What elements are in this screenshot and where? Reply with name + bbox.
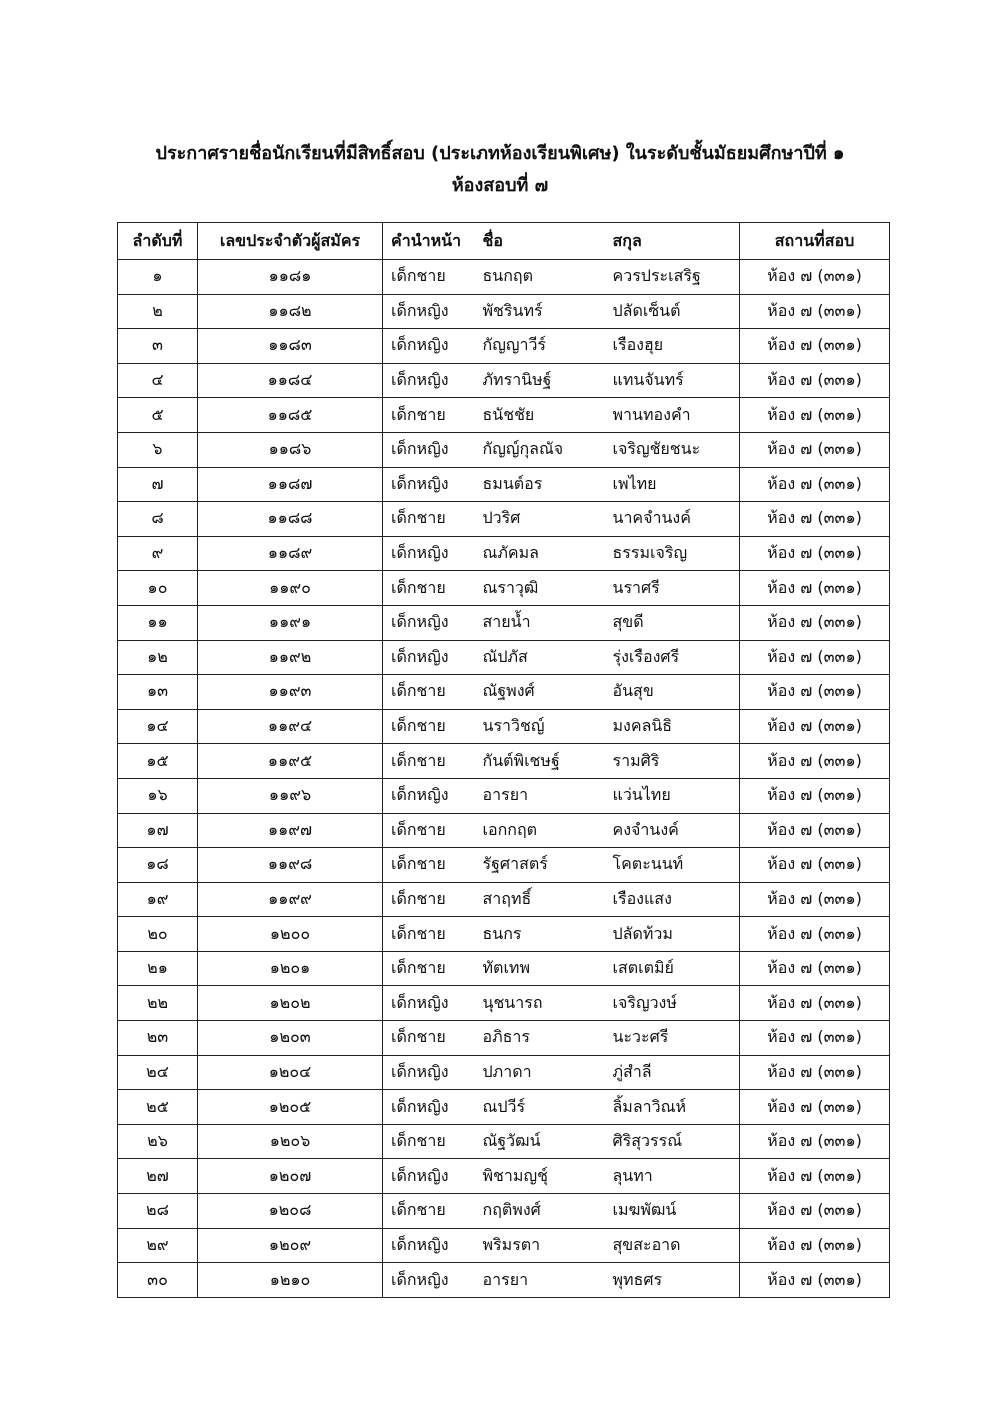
cell-applicant-id: ๑๒๐๙	[198, 1228, 383, 1263]
cell-last-name: เรืองฮุย	[605, 329, 740, 364]
cell-no: ๑๔	[118, 709, 198, 744]
page-title	[0, 138, 1000, 202]
table-row	[118, 1263, 890, 1298]
cell-last-name: เรืองแสง	[605, 882, 740, 917]
cell-prefix: เด็กหญิง	[383, 1263, 475, 1298]
table-row	[118, 432, 890, 467]
cell-exam-room: ห้อง ๗ (๓๓๑)	[740, 605, 890, 640]
cell-prefix: เด็กหญิง	[383, 1228, 475, 1263]
cell-exam-room: ห้อง ๗ (๓๓๑)	[740, 640, 890, 675]
table-row	[118, 951, 890, 986]
cell-first-name: เอกกฤต	[475, 813, 605, 848]
cell-no: ๒	[118, 294, 198, 329]
header-exam-room: สถานที่สอบ	[740, 223, 890, 260]
cell-first-name: ธนกร	[475, 917, 605, 952]
cell-last-name: นาคจำนงค์	[605, 502, 740, 537]
cell-first-name: นุชนารถ	[475, 986, 605, 1021]
cell-last-name: ภู่สำลี	[605, 1055, 740, 1090]
cell-first-name: ณภัคมล	[475, 536, 605, 571]
cell-last-name: พุทธศร	[605, 1263, 740, 1298]
cell-exam-room: ห้อง ๗ (๓๓๑)	[740, 986, 890, 1021]
cell-exam-room: ห้อง ๗ (๓๓๑)	[740, 536, 890, 571]
student-roster-table	[117, 222, 890, 1298]
cell-exam-room: ห้อง ๗ (๓๓๑)	[740, 1159, 890, 1194]
cell-no: ๒๖	[118, 1124, 198, 1159]
cell-applicant-id: ๑๑๘๓	[198, 329, 383, 364]
cell-no: ๑๗	[118, 813, 198, 848]
cell-no: ๒๗	[118, 1159, 198, 1194]
cell-applicant-id: ๑๑๙๕	[198, 744, 383, 779]
cell-applicant-id: ๑๑๙๖	[198, 778, 383, 813]
table-row	[118, 260, 890, 295]
cell-last-name: นะวะศรี	[605, 1021, 740, 1056]
cell-prefix: เด็กหญิง	[383, 432, 475, 467]
cell-exam-room: ห้อง ๗ (๓๓๑)	[740, 571, 890, 606]
cell-applicant-id: ๑๒๑๐	[198, 1263, 383, 1298]
cell-exam-room: ห้อง ๗ (๓๓๑)	[740, 363, 890, 398]
cell-first-name: ภัทรานิษฐ์	[475, 363, 605, 398]
cell-no: ๒๕	[118, 1090, 198, 1125]
cell-no: ๑๕	[118, 744, 198, 779]
cell-exam-room: ห้อง ๗ (๓๓๑)	[740, 432, 890, 467]
cell-prefix: เด็กหญิง	[383, 1159, 475, 1194]
table-row	[118, 398, 890, 433]
cell-applicant-id: ๑๒๐๖	[198, 1124, 383, 1159]
cell-applicant-id: ๑๑๘๗	[198, 467, 383, 502]
table-row	[118, 744, 890, 779]
cell-exam-room: ห้อง ๗ (๓๓๑)	[740, 917, 890, 952]
table-row	[118, 709, 890, 744]
table-row	[118, 917, 890, 952]
cell-no: ๒๘	[118, 1194, 198, 1229]
cell-exam-room: ห้อง ๗ (๓๓๑)	[740, 1090, 890, 1125]
cell-last-name: แทนจันทร์	[605, 363, 740, 398]
cell-exam-room: ห้อง ๗ (๓๓๑)	[740, 1263, 890, 1298]
cell-no: ๓๐	[118, 1263, 198, 1298]
cell-last-name: รุ่งเรืองศรี	[605, 640, 740, 675]
cell-prefix: เด็กหญิง	[383, 640, 475, 675]
table-row	[118, 1124, 890, 1159]
cell-first-name: ธนกฤต	[475, 260, 605, 295]
cell-first-name: นราวิชญ์	[475, 709, 605, 744]
cell-last-name: รามศิริ	[605, 744, 740, 779]
cell-no: ๒๓	[118, 1021, 198, 1056]
cell-applicant-id: ๑๑๙๗	[198, 813, 383, 848]
cell-applicant-id: ๑๑๙๘	[198, 848, 383, 883]
cell-applicant-id: ๑๒๐๔	[198, 1055, 383, 1090]
cell-last-name: เจริญวงษ์	[605, 986, 740, 1021]
cell-applicant-id: ๑๒๐๐	[198, 917, 383, 952]
cell-first-name: อภิธาร	[475, 1021, 605, 1056]
cell-last-name: แว่นไทย	[605, 778, 740, 813]
header-last-name: สกุล	[605, 223, 740, 260]
header-applicant-id: เลขประจำตัวผู้สมัคร	[198, 223, 383, 260]
cell-prefix: เด็กชาย	[383, 675, 475, 710]
cell-last-name: เมฆพัฒน์	[605, 1194, 740, 1229]
cell-exam-room: ห้อง ๗ (๓๓๑)	[740, 882, 890, 917]
cell-first-name: กฤติพงศ์	[475, 1194, 605, 1229]
cell-exam-room: ห้อง ๗ (๓๓๑)	[740, 744, 890, 779]
table-row	[118, 605, 890, 640]
cell-applicant-id: ๑๑๙๒	[198, 640, 383, 675]
cell-applicant-id: ๑๑๘๒	[198, 294, 383, 329]
cell-no: ๔	[118, 363, 198, 398]
cell-exam-room: ห้อง ๗ (๓๓๑)	[740, 467, 890, 502]
cell-exam-room: ห้อง ๗ (๓๓๑)	[740, 294, 890, 329]
table-header-row	[118, 223, 890, 260]
table-row	[118, 882, 890, 917]
cell-first-name: ทัตเทพ	[475, 951, 605, 986]
cell-prefix: เด็กหญิง	[383, 363, 475, 398]
cell-applicant-id: ๑๒๐๘	[198, 1194, 383, 1229]
title-line-1: ประกาศรายชื่อนักเรียนที่มีสิทธิ์สอบ (ประเภทห้องเรียนพิเศษ) ในระดับชั้นมัธยมศึกษาปีที่ ๑	[155, 143, 845, 164]
cell-first-name: สายน้ำ	[475, 605, 605, 640]
cell-prefix: เด็กชาย	[383, 882, 475, 917]
cell-first-name: อารยา	[475, 778, 605, 813]
cell-applicant-id: ๑๑๘๘	[198, 502, 383, 537]
table-row	[118, 467, 890, 502]
cell-prefix: เด็กชาย	[383, 260, 475, 295]
cell-applicant-id: ๑๑๘๖	[198, 432, 383, 467]
table-row	[118, 294, 890, 329]
cell-no: ๒๙	[118, 1228, 198, 1263]
cell-prefix: เด็กชาย	[383, 1021, 475, 1056]
cell-last-name: ลุนทา	[605, 1159, 740, 1194]
table-row	[118, 640, 890, 675]
cell-first-name: ณัปภัส	[475, 640, 605, 675]
cell-first-name: ปวริศ	[475, 502, 605, 537]
cell-exam-room: ห้อง ๗ (๓๓๑)	[740, 502, 890, 537]
cell-no: ๑๐	[118, 571, 198, 606]
cell-last-name: โคตะนนท์	[605, 848, 740, 883]
cell-first-name: ณัฐวัฒน์	[475, 1124, 605, 1159]
cell-no: ๑๘	[118, 848, 198, 883]
cell-no: ๑๙	[118, 882, 198, 917]
cell-applicant-id: ๑๑๙๑	[198, 605, 383, 640]
cell-prefix: เด็กชาย	[383, 709, 475, 744]
cell-no: ๙	[118, 536, 198, 571]
cell-prefix: เด็กชาย	[383, 1194, 475, 1229]
cell-first-name: ธมนต์อร	[475, 467, 605, 502]
table-row	[118, 1194, 890, 1229]
table-row	[118, 536, 890, 571]
cell-exam-room: ห้อง ๗ (๓๓๑)	[740, 1228, 890, 1263]
table-row	[118, 363, 890, 398]
table-row	[118, 813, 890, 848]
cell-prefix: เด็กชาย	[383, 848, 475, 883]
cell-first-name: รัฐศาสตร์	[475, 848, 605, 883]
cell-exam-room: ห้อง ๗ (๓๓๑)	[740, 398, 890, 433]
cell-no: ๑	[118, 260, 198, 295]
cell-first-name: ธนัชชัย	[475, 398, 605, 433]
table-row	[118, 1228, 890, 1263]
header-no: ลำดับที่	[118, 223, 198, 260]
cell-first-name: อารยา	[475, 1263, 605, 1298]
header-prefix: คำนำหน้า	[383, 223, 475, 260]
cell-prefix: เด็กชาย	[383, 744, 475, 779]
cell-prefix: เด็กหญิง	[383, 467, 475, 502]
cell-prefix: เด็กหญิง	[383, 986, 475, 1021]
cell-no: ๒๒	[118, 986, 198, 1021]
cell-applicant-id: ๑๑๙๓	[198, 675, 383, 710]
cell-prefix: เด็กหญิง	[383, 536, 475, 571]
cell-exam-room: ห้อง ๗ (๓๓๑)	[740, 709, 890, 744]
cell-first-name: ปภาดา	[475, 1055, 605, 1090]
cell-exam-room: ห้อง ๗ (๓๓๑)	[740, 1124, 890, 1159]
cell-no: ๒๐	[118, 917, 198, 952]
cell-last-name: เจริญชัยชนะ	[605, 432, 740, 467]
cell-last-name: สุขดี	[605, 605, 740, 640]
cell-last-name: นราศรี	[605, 571, 740, 606]
cell-first-name: ณปวีร์	[475, 1090, 605, 1125]
cell-no: ๑๓	[118, 675, 198, 710]
cell-exam-room: ห้อง ๗ (๓๓๑)	[740, 329, 890, 364]
cell-no: ๑๖	[118, 778, 198, 813]
table-row	[118, 778, 890, 813]
cell-no: ๒๔	[118, 1055, 198, 1090]
cell-no: ๓	[118, 329, 198, 364]
cell-last-name: สุขสะอาด	[605, 1228, 740, 1263]
cell-no: ๒๑	[118, 951, 198, 986]
cell-applicant-id: ๑๒๐๕	[198, 1090, 383, 1125]
cell-exam-room: ห้อง ๗ (๓๓๑)	[740, 1021, 890, 1056]
cell-first-name: กัญญาวีร์	[475, 329, 605, 364]
cell-applicant-id: ๑๑๙๐	[198, 571, 383, 606]
cell-last-name: ลิ้มลาวิณห์	[605, 1090, 740, 1125]
table-row	[118, 329, 890, 364]
cell-prefix: เด็กชาย	[383, 1124, 475, 1159]
cell-last-name: ปลัดท้วม	[605, 917, 740, 952]
cell-exam-room: ห้อง ๗ (๓๓๑)	[740, 1055, 890, 1090]
cell-no: ๘	[118, 502, 198, 537]
table-row	[118, 1021, 890, 1056]
cell-exam-room: ห้อง ๗ (๓๓๑)	[740, 1194, 890, 1229]
table-row	[118, 1055, 890, 1090]
cell-prefix: เด็กหญิง	[383, 294, 475, 329]
cell-exam-room: ห้อง ๗ (๓๓๑)	[740, 951, 890, 986]
cell-applicant-id: ๑๑๙๔	[198, 709, 383, 744]
table-body	[118, 260, 890, 1298]
cell-no: ๑๑	[118, 605, 198, 640]
cell-no: ๑๒	[118, 640, 198, 675]
cell-prefix: เด็กชาย	[383, 571, 475, 606]
cell-applicant-id: ๑๑๘๕	[198, 398, 383, 433]
cell-first-name: ณราวุฒิ	[475, 571, 605, 606]
table-row	[118, 571, 890, 606]
cell-applicant-id: ๑๒๐๑	[198, 951, 383, 986]
cell-exam-room: ห้อง ๗ (๓๓๑)	[740, 260, 890, 295]
table-row	[118, 1159, 890, 1194]
title-line-2: ห้องสอบที่ ๗	[451, 175, 549, 196]
table-row	[118, 675, 890, 710]
cell-exam-room: ห้อง ๗ (๓๓๑)	[740, 848, 890, 883]
cell-first-name: สาฤทธิ์	[475, 882, 605, 917]
cell-prefix: เด็กชาย	[383, 502, 475, 537]
cell-applicant-id: ๑๒๐๗	[198, 1159, 383, 1194]
cell-first-name: พัชรินทร์	[475, 294, 605, 329]
cell-no: ๕	[118, 398, 198, 433]
cell-first-name: กันต์พิเชษฐ์	[475, 744, 605, 779]
cell-no: ๗	[118, 467, 198, 502]
cell-last-name: ควรประเสริฐ	[605, 260, 740, 295]
cell-exam-room: ห้อง ๗ (๓๓๑)	[740, 778, 890, 813]
cell-last-name: เสตเตมิย์	[605, 951, 740, 986]
cell-no: ๖	[118, 432, 198, 467]
cell-prefix: เด็กหญิง	[383, 1090, 475, 1125]
table-row	[118, 986, 890, 1021]
cell-prefix: เด็กหญิง	[383, 329, 475, 364]
table-row	[118, 848, 890, 883]
cell-last-name: พานทองคำ	[605, 398, 740, 433]
cell-first-name: พริมรตา	[475, 1228, 605, 1263]
cell-last-name: ศิริสุวรรณ์	[605, 1124, 740, 1159]
cell-prefix: เด็กหญิง	[383, 1055, 475, 1090]
cell-last-name: ปลัดเซ็นต์	[605, 294, 740, 329]
cell-prefix: เด็กชาย	[383, 398, 475, 433]
cell-last-name: คงจำนงค์	[605, 813, 740, 848]
cell-applicant-id: ๑๑๘๑	[198, 260, 383, 295]
table-row	[118, 1090, 890, 1125]
cell-last-name: ธรรมเจริญ	[605, 536, 740, 571]
cell-applicant-id: ๑๑๙๙	[198, 882, 383, 917]
cell-prefix: เด็กหญิง	[383, 605, 475, 640]
cell-prefix: เด็กชาย	[383, 813, 475, 848]
cell-first-name: กัญญ์กุลณัจ	[475, 432, 605, 467]
cell-applicant-id: ๑๒๐๓	[198, 1021, 383, 1056]
cell-last-name: อันสุข	[605, 675, 740, 710]
cell-last-name: มงคลนิธิ	[605, 709, 740, 744]
cell-prefix: เด็กชาย	[383, 951, 475, 986]
table-row	[118, 502, 890, 537]
cell-applicant-id: ๑๑๘๙	[198, 536, 383, 571]
cell-first-name: พิชามญชุ์	[475, 1159, 605, 1194]
cell-exam-room: ห้อง ๗ (๓๓๑)	[740, 675, 890, 710]
cell-applicant-id: ๑๒๐๒	[198, 986, 383, 1021]
cell-first-name: ณัฐพงศ์	[475, 675, 605, 710]
cell-applicant-id: ๑๑๘๔	[198, 363, 383, 398]
cell-prefix: เด็กชาย	[383, 917, 475, 952]
cell-prefix: เด็กหญิง	[383, 778, 475, 813]
cell-last-name: เพไทย	[605, 467, 740, 502]
cell-exam-room: ห้อง ๗ (๓๓๑)	[740, 813, 890, 848]
header-first-name: ชื่อ	[475, 223, 605, 260]
